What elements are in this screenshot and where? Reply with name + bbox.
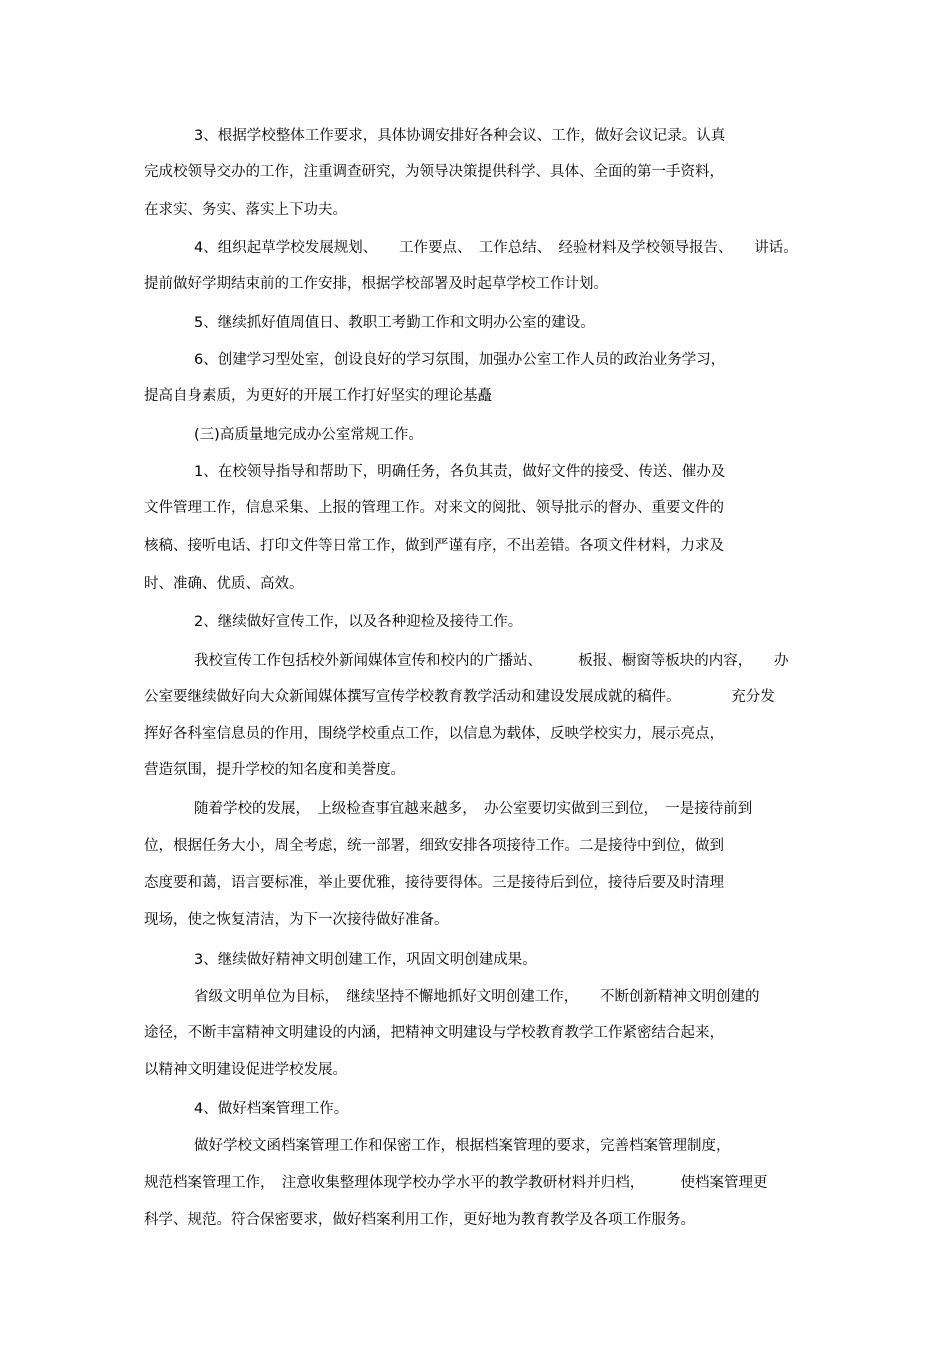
text-line: 营造氛围，提升学校的知名度和美誉度。 <box>144 762 405 778</box>
text-line: 途径，不断丰富精神文明建设的内涵，把精神文明建设与学校教育教学工作紧密结合起来， <box>144 1025 724 1041</box>
text-line: 提高自身素质，为更好的开展工作打好坚实的理论基矗 <box>144 388 492 404</box>
text-line: 文件管理工作，信息采集、上报的管理工作。对来文的阅批、领导批示的督办、重要文件的 <box>144 500 724 516</box>
text-line: 科学、规范。符合保密要求，做好档案利用工作，更好地为教育教学及各项工作服务。 <box>144 1212 695 1228</box>
text-line: 随着学校的发展， 上级检查事宜越来越多， 办公室要切实做到三到位， 一是接待前到 <box>194 801 753 817</box>
text-line: 5、继续抓好值周值日、教职工考勤工作和文明办公室的建设。 <box>194 315 595 331</box>
text-line: 在求实、务实、落实上下功夫。 <box>144 202 347 218</box>
text-line: 核稿、接听电话、打印文件等日常工作，做到严谨有序，不出差错。各项文件材料，力求及 <box>144 538 724 554</box>
text-line: 3、继续做好精神文明创建工作，巩固文明创建成果。 <box>194 952 537 968</box>
text-line: 公室要继续做好向大众新闻媒体撰写宣传学校教育教学活动和建设发展成就的稿件。 充分发 <box>144 689 775 705</box>
text-line: 提前做好学期结束前的工作安排，根据学校部署及时起草学校工作计划。 <box>144 276 608 292</box>
text-line: 态度要和蔼，语言要标准，举止要优雅，接待要得体。三是接待后到位，接待后要及时清理 <box>144 875 724 891</box>
text-line: 以精神文明建设促进学校发展。 <box>144 1062 347 1078</box>
text-line: 1、在校领导指导和帮助下，明确任务，各负其责，做好文件的接受、传送、催办及 <box>194 464 726 480</box>
text-line: 3、根据学校整体工作要求，具体协调安排好各种会议、工作，做好会议记录。认真 <box>194 128 726 144</box>
text-line: 时、准确、优质、高效。 <box>144 576 304 592</box>
text-line: 我校宣传工作包括校外新闻媒体宣传和校内的广播站、 板报、橱窗等板块的内容， 办 <box>194 653 789 669</box>
text-line: 4、组织起草学校发展规划、 工作要点、 工作总结、 经验材料及学校领导报告、 讲话。 <box>194 240 798 256</box>
text-line: 做好学校文函档案管理工作和保密工作，根据档案管理的要求，完善档案管理制度， <box>194 1138 731 1154</box>
text-line: 2、继续做好宣传工作，以及各种迎检及接待工作。 <box>194 614 523 630</box>
text-line: 省级文明单位为目标， 继续坚持不懈地抓好文明创建工作， 不断创新精神文明创建的 <box>194 989 760 1005</box>
text-line: 完成校领导交办的工作，注重调查研究，为领导决策提供科学、具体、全面的第一手资料， <box>144 164 724 180</box>
text-line: 位，根据任务大小，周全考虑，统一部署，细致安排各项接待工作。二是接待中到位，做到 <box>144 838 724 854</box>
text-line: 6、创建学习型处室，创设良好的学习氛围，加强办公室工作人员的政治业务学习， <box>194 352 726 368</box>
section-heading: (三)高质量地完成办公室常规工作。 <box>194 427 423 443</box>
text-line: 4、做好档案管理工作。 <box>194 1101 349 1117</box>
text-line: 现场，使之恢复清洁，为下一次接待做好准备。 <box>144 912 449 928</box>
text-line: 规范档案管理工作， 注意收集整理体现学校办学水平的教学教研材料并归档， 使档案管理更 <box>144 1175 768 1191</box>
text-line: 挥好各科室信息员的作用，围绕学校重点工作，以信息为载体，反映学校实力，展示亮点， <box>144 726 724 742</box>
